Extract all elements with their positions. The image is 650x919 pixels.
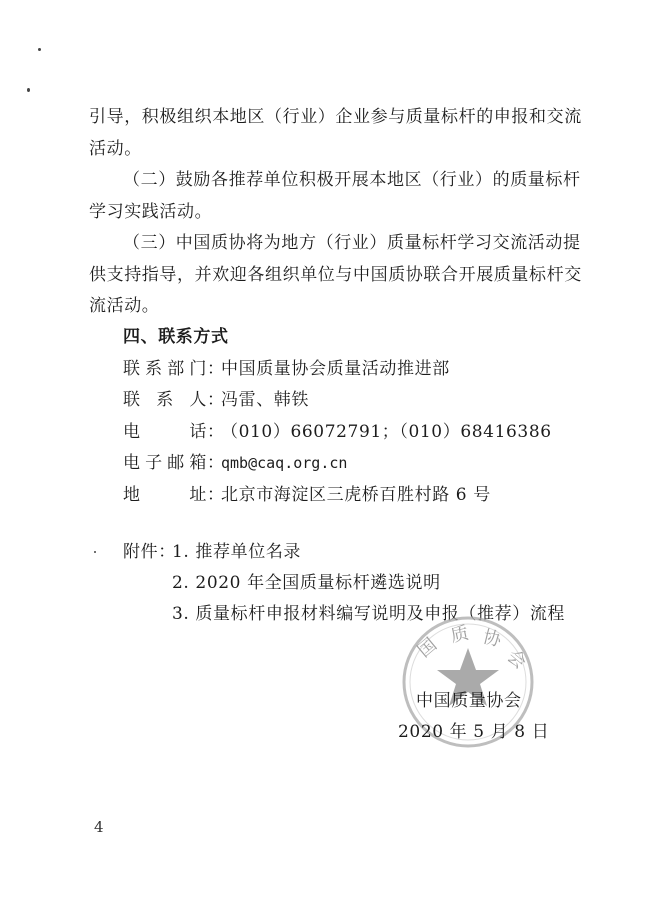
contact-row-person	[123, 389, 613, 411]
contact-colon: ：	[207, 359, 225, 379]
contact-row-dept	[123, 358, 613, 380]
attachments-label: 附件：	[123, 542, 176, 562]
svg-text:质: 质	[448, 622, 471, 647]
paragraph-line: 流活动。	[89, 296, 160, 316]
contact-label: 地 址	[123, 485, 207, 505]
attachment-item: 3. 质量标杆申报材料编写说明及申报（推荐）流程	[172, 604, 566, 624]
paragraph-line: 学习实践活动。	[89, 202, 213, 222]
scan-speck	[27, 88, 30, 92]
scan-speck	[94, 551, 96, 553]
scan-speck	[38, 48, 41, 51]
contact-colon: ：	[207, 422, 225, 442]
contact-colon: ：	[207, 390, 225, 410]
contact-value: 冯雷、韩铁	[221, 390, 309, 410]
contact-colon: ：	[207, 485, 225, 505]
contact-row-email	[123, 452, 613, 474]
svg-text:协: 协	[480, 626, 504, 652]
contact-label: 电 话	[123, 422, 207, 442]
contact-label: 联系部门	[123, 359, 207, 379]
contact-value: qmb@caq.org.cn	[221, 454, 348, 472]
attachment-item: 2. 2020 年全国质量标杆遴选说明	[172, 573, 441, 593]
contact-value: 北京市海淀区三虎桥百胜村路 6 号	[221, 485, 491, 505]
contact-row-phone	[123, 421, 613, 443]
page-number: 4	[94, 818, 104, 836]
section-heading: 四、联系方式	[123, 327, 229, 347]
contact-colon: ：	[207, 453, 225, 473]
paragraph-line: 供支持指导，并欢迎各组织单位与中国质协联合开展质量标杆交	[89, 265, 582, 285]
svg-text:会: 会	[502, 645, 531, 674]
paragraph-line: （三）中国质协将为地方（行业）质量标杆学习交流活动提	[123, 233, 581, 253]
paragraph-line: 活动。	[89, 139, 142, 159]
paragraph-line: （二）鼓励各推荐单位积极开展本地区（行业）的质量标杆	[123, 170, 581, 190]
signature-organization: 中国质量协会	[416, 691, 522, 711]
contact-value: （010）66072791；（010）68416386	[221, 422, 552, 442]
contact-label: 联 系 人	[123, 390, 207, 410]
paragraph-line: 引导，积极组织本地区（行业）企业参与质量标杆的申报和交流	[89, 107, 582, 127]
contact-value: 中国质量协会质量活动推进部	[221, 359, 450, 379]
attachment-item: 1. 推荐单位名录	[172, 542, 302, 562]
contact-row-address	[123, 484, 613, 506]
contact-label: 电子邮箱	[123, 453, 207, 473]
signature-date: 2020 年 5 月 8 日	[398, 722, 550, 742]
svg-text:国: 国	[413, 634, 442, 662]
